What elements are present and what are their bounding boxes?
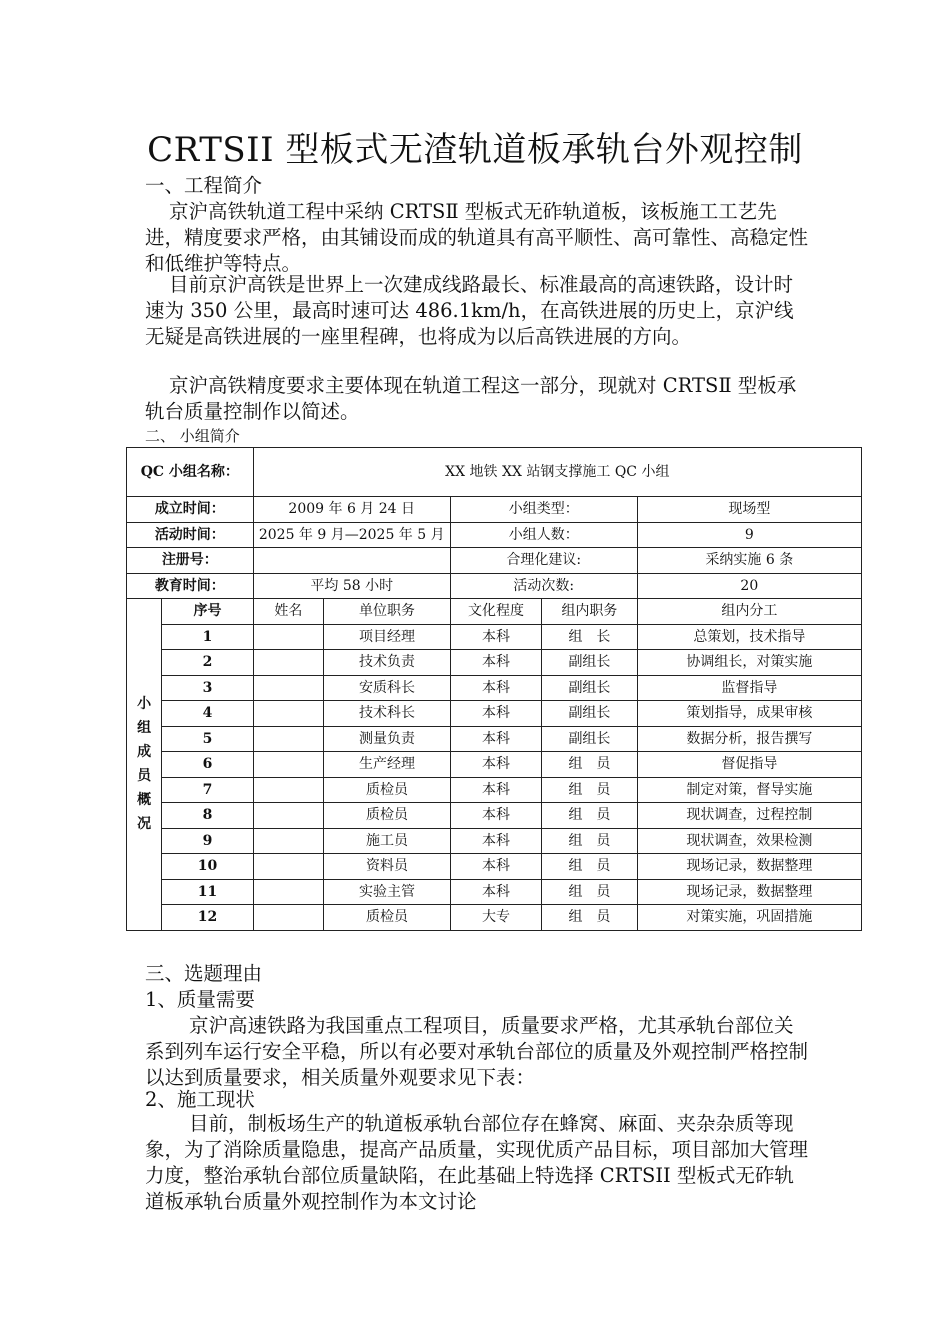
paragraph: 目前，制板场生产的轨道板承轨台部位存在蜂窝、麻面、夹杂杂质等现象，为了消除质量隐患，提高产品质量，实现优质产品目标，项目部加大管理力度，整治承轨台部位质量缺陷，在此基础上特选择 CRTSII 型板式无砟轨道板承轨台质量外观控制作为本文讨论 — [145, 1112, 809, 1213]
paragraph: 京沪高速铁路为我国重点工程项目，质量要求严格，尤其承轨台部位关系到列车运行安全平稳，所以有必要对承轨台部位的质量及外观控制严格控制以达到质量要求，相关质量外观要求见下表： — [145, 1014, 809, 1089]
table-row: 4 技术科长 本科 副组长 策划指导，成果审核 — [127, 701, 862, 727]
member-header-education: 文化程度 — [450, 599, 541, 625]
education-value: 平均 58 小时 — [253, 573, 450, 599]
section-heading-overview: 一、工程简介 — [145, 174, 263, 197]
table-row: 5 测量负责 本科 副组长 数据分析，报告撰写 — [127, 726, 862, 752]
member-header-duty: 组内分工 — [637, 599, 861, 625]
page-title: CRTSII 型板式无渣轨道板承轨台外观控制 — [147, 130, 803, 170]
activity-label: 活动时间： — [127, 522, 254, 548]
section-heading-reason: 三、选题理由 — [145, 962, 263, 985]
paragraph: 目前京沪高铁是世界上一次建成线路最长、标准最高的高速铁路，设计时速为 350 公里，最高时速可达 486.1km/h，在高铁进展的历史上，京沪线无疑是高铁进展的一座里程碑，也将成为以后高铁进展的方向。 — [145, 273, 794, 348]
table-row: 1 项目经理 本科 组 长 总策划，技术指导 — [127, 624, 862, 650]
registration-value — [253, 548, 450, 574]
group-name-label: QC 小组名称： — [127, 448, 254, 497]
members-value: 9 — [637, 522, 861, 548]
member-header-role: 组内职务 — [542, 599, 638, 625]
table-row: 3 安质科长 本科 副组长 监督指导 — [127, 675, 862, 701]
member-header-name: 姓名 — [253, 599, 324, 625]
activity-count-value: 20 — [637, 573, 861, 599]
established-label: 成立时间： — [127, 497, 254, 523]
paragraph: 京沪高铁轨道工程中采纳 CRTSⅡ 型板式无砟轨道板，该板施工工艺先进，精度要求严格，由其铺设而成的轨道具有高平顺性、高可靠性、高稳定性和低维护等特点。 — [145, 200, 809, 275]
table-row: 6 生产经理 本科 组 员 督促指导 — [127, 752, 862, 778]
subheading-quality: 1、质量需要 — [145, 988, 255, 1011]
paragraph: 京沪高铁精度要求主要体现在轨道工程这一部分，现就对 CRTSⅡ 型板承轨台质量控制作以简述。 — [145, 374, 797, 423]
table-row: 11 实验主管 本科 组 员 现场记录，数据整理 — [127, 879, 862, 905]
activity-value: 2025 年 9 月—2025 年 5 月 — [253, 522, 450, 548]
table-row: 8 质检员 本科 组 员 现状调查，过程控制 — [127, 803, 862, 829]
member-header-no: 序号 — [162, 599, 253, 625]
section-heading-group: 二、 小组简介 — [145, 427, 240, 445]
subheading-status: 2、施工现状 — [145, 1088, 255, 1111]
table-row: 12 质检员 大专 组 员 对策实施，巩固措施 — [127, 905, 862, 931]
type-value: 现场型 — [637, 497, 861, 523]
table-row: 7 质检员 本科 组 员 制定对策，督导实施 — [127, 777, 862, 803]
group-name-value: XX 地铁 XX 站钢支撑施工 QC 小组 — [253, 448, 861, 497]
suggestion-value: 采纳实施 6 条 — [637, 548, 861, 574]
established-value: 2009 年 6 月 24 日 — [253, 497, 450, 523]
education-label: 教育时间： — [127, 573, 254, 599]
table-row: 2 技术负责 本科 副组长 协调组长，对策实施 — [127, 650, 862, 676]
registration-label: 注册号： — [127, 548, 254, 574]
group-info-table — [126, 447, 862, 931]
table-row: 9 施工员 本科 组 员 现状调查，效果检测 — [127, 828, 862, 854]
members-label: 小组人数： — [450, 522, 637, 548]
member-header-position: 单位职务 — [324, 599, 451, 625]
type-label: 小组类型： — [450, 497, 637, 523]
suggestion-label: 合理化建议: — [450, 548, 637, 574]
activity-count-label: 活动次数: — [450, 573, 637, 599]
members-overview-label: 小 组 成 员 概 况 — [127, 599, 162, 931]
table-row: 10 资料员 本科 组 员 现场记录，数据整理 — [127, 854, 862, 880]
